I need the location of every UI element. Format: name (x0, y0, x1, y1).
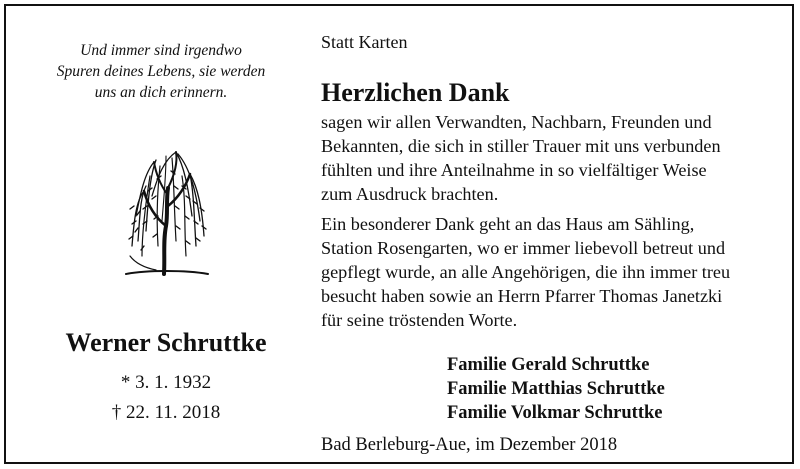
paragraph-line: Ein besonderer Dank geht an das Haus am Sähling, (321, 214, 695, 234)
obituary-notice-frame (4, 4, 794, 464)
right-column (321, 6, 791, 462)
quote-line: Und immer sind irgendwo (80, 42, 242, 59)
death-date: † 22. 11. 2018 (111, 402, 221, 423)
signer: Familie Matthias Schruttke (447, 379, 665, 399)
paragraph-line: zum Ausdruck brachten. (321, 184, 499, 204)
notice-header: Statt Karten (321, 32, 408, 52)
memorial-quote (26, 40, 296, 103)
signers-list (447, 353, 665, 425)
paragraph-line: Bekannten, die sich in stiller Trauer mit uns verbunden (321, 136, 721, 156)
weeping-willow-icon (116, 146, 216, 281)
deceased-name: Werner Schruttke (65, 328, 267, 357)
paragraph-line: besucht haben sowie an Herrn Pfarrer Thomas Janetzki (321, 286, 723, 306)
paragraph-line: sagen wir allen Verwandten, Nachbarn, Freunden und (321, 112, 712, 132)
notice-title: Herzlichen Dank (321, 78, 510, 107)
signer: Familie Gerald Schruttke (447, 355, 650, 375)
special-thanks-paragraph (321, 212, 786, 332)
birth-date: * 3. 1. 1932 (120, 372, 212, 393)
paragraph-line: Station Rosengarten, wo er immer liebevoll betreut und (321, 238, 726, 258)
quote-line: Spuren deines Lebens, sie werden (56, 63, 266, 80)
quote-line: uns an dich erinnern. (94, 84, 228, 101)
place-and-date: Bad Berleburg-Aue, im Dezember 2018 (321, 435, 618, 455)
left-column (6, 6, 306, 462)
paragraph-line: fühlten und ihre Anteilnahme in so vielfältiger Weise (321, 160, 707, 180)
paragraph-line: für seine tröstenden Worte. (321, 310, 518, 330)
thanks-paragraph (321, 110, 786, 206)
life-dates (26, 368, 306, 428)
paragraph-line: gepflegt wurde, an alle Angehörigen, die ihn immer treu (321, 262, 731, 282)
signer: Familie Volkmar Schruttke (447, 403, 663, 423)
